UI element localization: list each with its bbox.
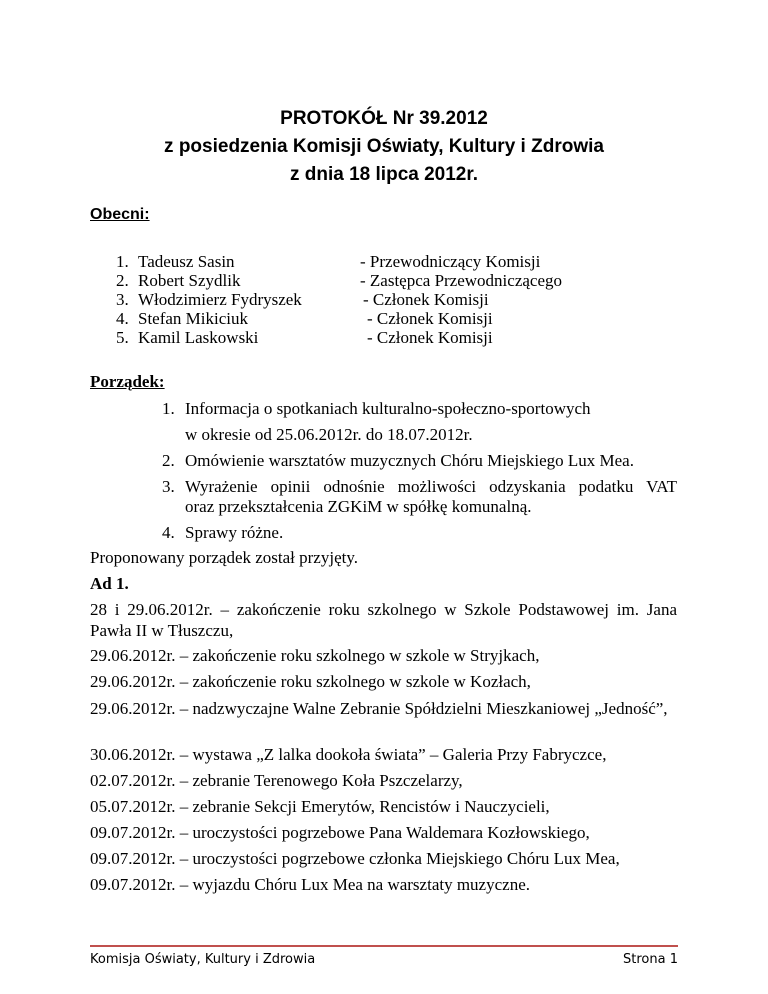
member-name: Kamil Laskowski bbox=[138, 328, 259, 347]
title-line-2: z posiedzenia Komisji Oświaty, Kultury i Zdrowia bbox=[164, 136, 604, 157]
agenda-item-3-cont: oraz przekształcenia ZGKiM w spółkę komunalną. bbox=[185, 497, 532, 516]
member-role: - Członek Komisji bbox=[363, 290, 489, 309]
ad1-heading: Ad 1. bbox=[90, 574, 129, 593]
footer-divider bbox=[90, 945, 678, 947]
footer-commission: Komisja Oświaty, Kultury i Zdrowia bbox=[90, 952, 316, 967]
member-name: Tadeusz Sasin bbox=[138, 252, 235, 271]
member-name: Robert Szydlik bbox=[138, 271, 241, 290]
agenda-item-4: Sprawy różne. bbox=[185, 523, 284, 542]
page-number: Strona 1 bbox=[623, 952, 678, 967]
ad1-entry: 09.07.2012r. – wyjazdu Chóru Lux Mea na warsztaty muzyczne. bbox=[90, 875, 530, 894]
agenda-item-3: Wyrażenie opinii odnośnie możliwości odzyskania podatku VAT bbox=[185, 477, 677, 496]
agenda-num: 1. bbox=[162, 399, 175, 418]
member-role: - Członek Komisji bbox=[367, 309, 493, 328]
member-num: 3. bbox=[116, 290, 129, 309]
obecni-heading: Obecni: bbox=[90, 206, 150, 223]
ad1-entry: 29.06.2012r. – nadzwyczajne Walne Zebranie Spółdzielni Mieszkaniowej „Jedność”, bbox=[90, 699, 668, 718]
member-num: 5. bbox=[116, 328, 129, 347]
agenda-item-1: Informacja o spotkaniach kulturalno-społeczno-sportowych bbox=[185, 399, 591, 418]
agenda-accepted: Proponowany porządek został przyjęty. bbox=[90, 548, 358, 567]
agenda-num: 3. bbox=[162, 477, 175, 496]
ad1-entry: 05.07.2012r. – zebranie Sekcji Emerytów, Rencistów i Nauczycieli, bbox=[90, 797, 550, 816]
ad1-entry: 28 i 29.06.2012r. – zakończenie roku szkolnego w Szkole Podstawowej im. Jana Pawła II w Tłuszczu, bbox=[90, 600, 677, 640]
title-line-1: PROTOKÓŁ Nr 39.2012 bbox=[280, 108, 488, 129]
agenda-item-2: Omówienie warsztatów muzycznych Chóru Miejskiego Lux Mea. bbox=[185, 451, 634, 470]
agenda-item-1-cont: w okresie od 25.06.2012r. do 18.07.2012r. bbox=[185, 425, 473, 444]
title-line-3: z dnia 18 lipca 2012r. bbox=[290, 164, 478, 185]
member-role: - Członek Komisji bbox=[367, 328, 493, 347]
ad1-entry: 02.07.2012r. – zebranie Terenowego Koła Pszczelarzy, bbox=[90, 771, 463, 790]
member-role: - Zastępca Przewodniczącego bbox=[360, 271, 562, 290]
member-name: Włodzimierz Fydryszek bbox=[138, 290, 302, 309]
agenda-num: 2. bbox=[162, 451, 175, 470]
member-role: - Przewodniczący Komisji bbox=[360, 252, 541, 271]
ad1-entry: 30.06.2012r. – wystawa „Z lalka dookoła świata” – Galeria Przy Fabryczce, bbox=[90, 745, 607, 764]
agenda-num: 4. bbox=[162, 523, 175, 542]
member-num: 2. bbox=[116, 271, 129, 290]
ad1-entry: 29.06.2012r. – zakończenie roku szkolnego w szkole w Stryjkach, bbox=[90, 646, 540, 665]
member-num: 1. bbox=[116, 252, 129, 271]
porzadek-heading: Porządek: bbox=[90, 372, 165, 391]
member-name: Stefan Mikiciuk bbox=[138, 309, 249, 328]
ad1-entry: 29.06.2012r. – zakończenie roku szkolnego w szkole w Kozłach, bbox=[90, 672, 531, 691]
ad1-entry: 09.07.2012r. – uroczystości pogrzebowe członka Miejskiego Chóru Lux Mea, bbox=[90, 849, 620, 868]
ad1-entry: 09.07.2012r. – uroczystości pogrzebowe Pana Waldemara Kozłowskiego, bbox=[90, 823, 590, 842]
member-num: 4. bbox=[116, 309, 129, 328]
